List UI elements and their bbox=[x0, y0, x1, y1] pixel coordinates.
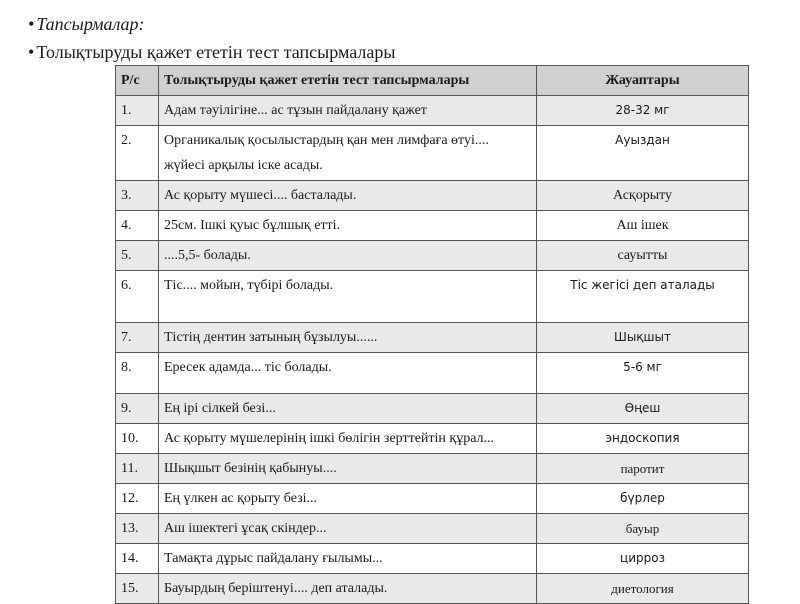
task-heading-list bbox=[28, 10, 395, 66]
row-num: 11. bbox=[116, 454, 159, 484]
row-answer: Асқорыту bbox=[537, 181, 749, 211]
tasks-table bbox=[115, 65, 749, 604]
row-question: Аш ішектегі ұсақ скіндер... bbox=[159, 514, 537, 544]
table-row bbox=[116, 484, 749, 514]
row-num: 3. bbox=[116, 181, 159, 211]
row-num: 10. bbox=[116, 424, 159, 454]
table-row bbox=[116, 323, 749, 353]
row-answer: 28-32 мг bbox=[537, 96, 749, 126]
row-question: Тіс.... мойын, түбірі болады. bbox=[159, 271, 537, 323]
row-answer: паротит bbox=[537, 454, 749, 484]
row-question: Ең ірі сілкей безі... bbox=[159, 394, 537, 424]
table-row bbox=[116, 353, 749, 394]
row-answer: 5-6 мг bbox=[537, 353, 749, 394]
row-num: 7. bbox=[116, 323, 159, 353]
table-row bbox=[116, 181, 749, 211]
row-answer: бүрлер bbox=[537, 484, 749, 514]
row-question: Органикалық қосылыстардың қан мен лимфаға өтуі.... жүйесі арқылы іске асады. bbox=[159, 126, 537, 181]
row-num: 5. bbox=[116, 241, 159, 271]
row-num: 1. bbox=[116, 96, 159, 126]
row-num: 9. bbox=[116, 394, 159, 424]
header-num: Р/с bbox=[116, 66, 159, 96]
header-question: Толықтыруды қажет ететін тест тапсырмалары bbox=[159, 66, 537, 96]
table-row bbox=[116, 544, 749, 574]
table-row bbox=[116, 514, 749, 544]
row-num: 2. bbox=[116, 126, 159, 181]
row-num: 4. bbox=[116, 211, 159, 241]
row-question: Бауырдың беріштенуі.... деп аталады. bbox=[159, 574, 537, 604]
row-num: 13. bbox=[116, 514, 159, 544]
row-question: Тамақта дұрыс пайдалану ғылымы... bbox=[159, 544, 537, 574]
row-question: Ас қорыту мүшелерінің ішкі бөлігін зерттейтін құрал... bbox=[159, 424, 537, 454]
table-row bbox=[116, 454, 749, 484]
row-num: 12. bbox=[116, 484, 159, 514]
row-question: Ересек адамда... тіс болады. bbox=[159, 353, 537, 394]
row-answer: сауытты bbox=[537, 241, 749, 271]
row-answer: бауыр bbox=[537, 514, 749, 544]
row-num: 14. bbox=[116, 544, 159, 574]
row-num: 15. bbox=[116, 574, 159, 604]
row-question: Адам тәуілігіне... ас тұзын пайдалану қажет bbox=[159, 96, 537, 126]
row-answer: Шықшыт bbox=[537, 323, 749, 353]
table-row bbox=[116, 126, 749, 181]
row-question: 25см. Ішкі қуыс бұлшық етті. bbox=[159, 211, 537, 241]
row-answer: диетология bbox=[537, 574, 749, 604]
row-answer: Өңеш bbox=[537, 394, 749, 424]
table-row bbox=[116, 394, 749, 424]
row-question: Тістің дентин затының бұзылуы...... bbox=[159, 323, 537, 353]
bullet-tasks-subtitle: • Толықтыруды қажет ететін тест тапсырмалары bbox=[28, 42, 396, 62]
table-row bbox=[116, 96, 749, 126]
bullet-tasks-label: • Тапсырмалар: bbox=[28, 14, 145, 34]
header-answer: Жауаптары bbox=[537, 66, 749, 96]
table-row bbox=[116, 424, 749, 454]
table-row bbox=[116, 211, 749, 241]
table-row bbox=[116, 574, 749, 604]
row-question: Ас қорыту мүшесі.... басталады. bbox=[159, 181, 537, 211]
row-question: ....5,5- болады. bbox=[159, 241, 537, 271]
table-row bbox=[116, 241, 749, 271]
row-answer: эндоскопия bbox=[537, 424, 749, 454]
row-answer: Ауыздан bbox=[537, 126, 749, 181]
table-header-row bbox=[116, 66, 749, 96]
row-num: 6. bbox=[116, 271, 159, 323]
row-num: 8. bbox=[116, 353, 159, 394]
table-row bbox=[116, 271, 749, 323]
row-answer: Тіс жегісі деп аталады bbox=[537, 271, 749, 323]
row-question: Шықшыт безінің қабынуы.... bbox=[159, 454, 537, 484]
row-question: Ең үлкен ас қорыту безі... bbox=[159, 484, 537, 514]
row-answer: цирроз bbox=[537, 544, 749, 574]
row-answer: Аш ішек bbox=[537, 211, 749, 241]
